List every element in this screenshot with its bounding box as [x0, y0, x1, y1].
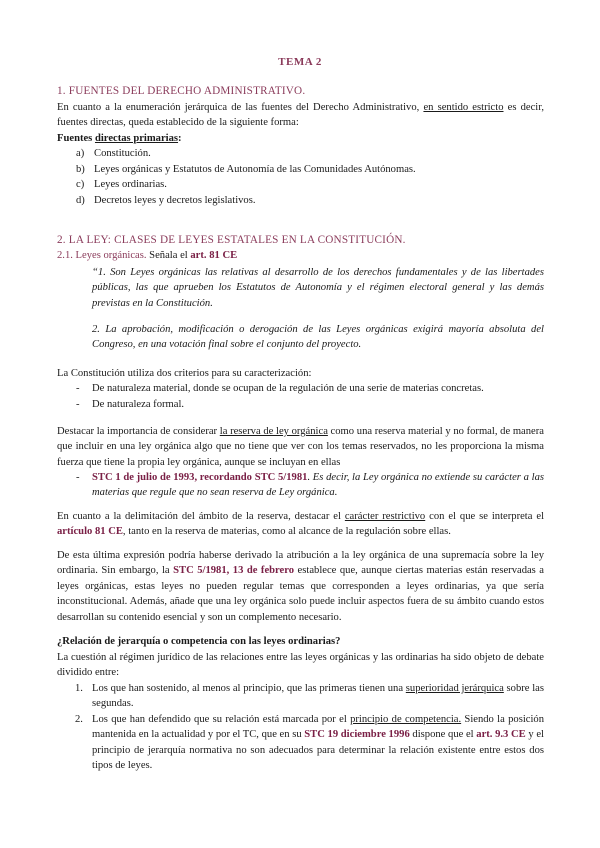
list-marker: c) — [76, 179, 85, 190]
text: Siendo la posición mantenida en la actualidad y por el TC, que en su — [92, 714, 544, 741]
text: Los que han sostenido, al menos al principio, que las primeras tienen una — [92, 683, 406, 694]
text: Los que han defendido que su relación está marcada por el — [92, 714, 351, 725]
list-marker: 1. — [75, 683, 83, 694]
text: En cuanto a la delimitación del ámbito de la reserva, destacar el — [57, 511, 345, 522]
page-title: TEMA 2 — [278, 56, 322, 68]
supremacy-paragraph — [57, 548, 544, 625]
case-reference: STC 19 diciembre 1996 — [304, 729, 410, 741]
list-marker: - — [76, 472, 80, 483]
reserva-paragraph — [57, 424, 544, 470]
list-marker: 2. — [75, 714, 83, 725]
numbered-item-2 — [75, 712, 544, 774]
text: es decir, fuentes directas, queda establecido de la siguiente forma: — [57, 102, 544, 129]
text: De esta última expresión podría haberse derivado la atribución a la ley orgánica de una supremacía sobre la ley ordinaria. Sin embargo, la — [57, 550, 544, 577]
article-reference: art. 9.3 CE — [476, 729, 526, 741]
list-marker: d) — [76, 194, 85, 206]
delimitation-paragraph — [57, 509, 544, 540]
case-reference: STC 1 de julio de 1993, recordando STC 5/1981 — [92, 472, 308, 483]
list-marker: b) — [76, 163, 85, 175]
text: con el que se interpreta el — [425, 511, 545, 522]
stc-bullet — [76, 470, 544, 501]
article-reference: artículo 81 CE — [57, 526, 123, 538]
list-marker: - — [76, 383, 80, 394]
case-reference: STC 5/1981, 13 de febrero — [173, 565, 295, 577]
sources-list — [76, 146, 544, 208]
underlined-text: carácter restrictivo — [344, 511, 426, 522]
list-item-text: Decretos leyes y decretos legislativos. — [94, 194, 256, 206]
text: dispone que el — [409, 729, 477, 741]
list-item — [76, 146, 544, 162]
text: y el principio de jerarquía normativa no son adecuados para determinar la relación existente entre estos dos tipos de leyes. — [92, 729, 544, 772]
list-item-text: Leyes ordinarias. — [94, 179, 167, 190]
list-item — [76, 162, 544, 178]
criteria-list — [76, 381, 544, 412]
list-item-text: Leyes orgánicas y Estatutos de Autonomía de las Comunidades Autónomas. — [94, 163, 416, 175]
list-item-text: De naturaleza material, donde se ocupan de la regulación de una serie de materias concretas. — [92, 383, 484, 394]
list-item — [76, 397, 544, 413]
article-reference: art. 81 CE — [190, 250, 238, 261]
question-heading: ¿Relación de jerarquía o competencia con las leyes ordinarias? — [57, 636, 341, 647]
subsection-2-1-heading — [57, 248, 544, 263]
subsection-title: 2.1. Leyes orgánicas. — [57, 250, 147, 261]
question-intro: La cuestión al régimen jurídico de las relaciones entre las leyes orgánicas y las ordinarias ha sido objeto de debate dividido entre: — [57, 652, 544, 679]
text: En cuanto a la enumeración jerárquica de las fuentes del Derecho Administrativo, — [57, 102, 424, 113]
text: Señala el — [146, 250, 191, 261]
section-1-intro — [57, 100, 544, 131]
underlined-text: en sentido estricto — [423, 102, 504, 113]
text: Destacar la importancia de considerar — [57, 426, 220, 437]
list-marker: a) — [76, 148, 85, 159]
section-2-heading: 2. LA LEY: CLASES DE LEYES ESTATALES EN LA CONSTITUCIÓN. — [57, 234, 406, 246]
list-item — [76, 381, 544, 397]
text: como una reserva material y no formal, de manera que incluir en una ley orgánica algo que no tiene que ver con los temas reservados, no les proporciona la misma fuerza que tiene la propia ley orgánica, aunque se incluyan en ellas — [57, 426, 544, 468]
text: sobre las segundas. — [92, 683, 545, 710]
list-item — [76, 177, 544, 193]
underlined-text: principio de competencia. — [350, 714, 462, 725]
text: . Es decir, la Ley orgánica no extiende su carácter a las materias que regule que no sean reserva de Ley orgánica. — [92, 472, 544, 499]
list-item-text: Constitución. — [94, 148, 151, 159]
underlined-text: directas primarias — [94, 133, 179, 144]
underlined-text: superioridad jerárquica — [405, 683, 504, 694]
list-item — [76, 193, 544, 209]
underlined-text: la reserva de ley orgánica — [219, 426, 328, 437]
fuentes-label — [57, 131, 544, 146]
list-marker: - — [76, 398, 80, 410]
text: Fuentes — [57, 133, 95, 144]
criteria-intro: La Constitución utiliza dos criterios para su caracterización: — [57, 368, 312, 379]
text: : — [178, 133, 182, 144]
numbered-item-1 — [75, 681, 545, 712]
quote-paragraph-2: 2. La aprobación, modificación o derogación de las Leyes orgánicas exigirá mayoría absoluta del Congreso, en una votación final sobre el conjunto del proyecto. — [92, 324, 544, 351]
text: establece que, aunque ciertas materias están reservadas a leyes orgánicas, estas leyes no pueden regular temas que corresponden a leyes ordinarias, ya que sería inconstitucional. Además, añade que una ley orgánica solo puede incluir aspectos fuera de su ámbito cuando estos desarrollan su contenido esencial y son un complemento necesario. — [57, 565, 544, 623]
text: , tanto en la reserva de materias, como al alcance de la regulación sobre ellas. — [122, 526, 451, 538]
list-item-text: De naturaleza formal. — [92, 398, 185, 410]
quote-paragraph-1: “1. Son Leyes orgánicas las relativas al desarrollo de los derechos fundamentales y de las libertades públicas, las que aprueben los Estatutos de Autonomía y el régimen electoral general y las demás previstas en la Constitución. — [92, 267, 544, 309]
section-1-heading: 1. FUENTES DEL DERECHO ADMINISTRATIVO. — [57, 85, 306, 97]
